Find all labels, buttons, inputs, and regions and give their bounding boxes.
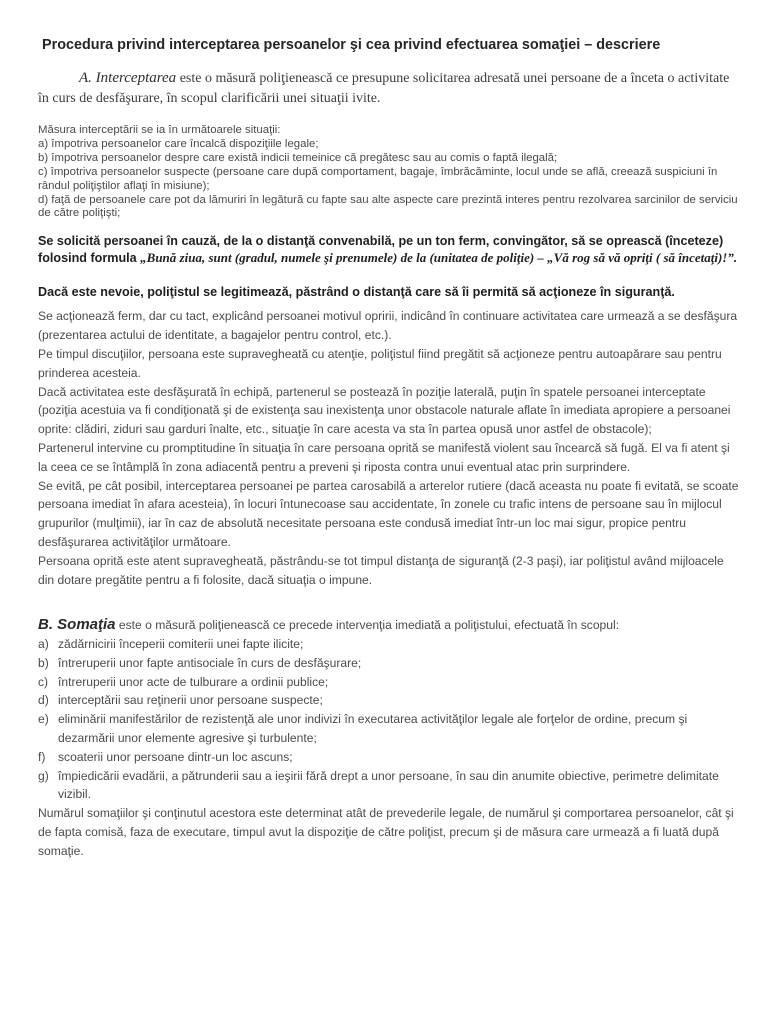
situation-item: c) împotriva persoanelor suspecte (persoane care după comportament, bagaje, îmbrăcăminte, locul unde se află, creează suspiciuni în rândul poliţiştilor aflaţi în misiune);: [38, 165, 718, 192]
body-paragraph: Partenerul intervine cu promptitudine în situaţia în care persoana oprită se manifestă violent sau încearcă să fugă. El va fi atent şi la ceea ce se întâmplă în zona adiacentă pentru a preveni şi riposta contra unui eventual atac prin surprindere.: [38, 440, 730, 474]
section-b: [38, 616, 741, 860]
list-item: [38, 654, 741, 673]
body-paragraph: Se acţionează ferm, dar cu tact, explicând persoanei motivul opririi, indicând în continuare activitatea care urmează a se desfăşura (prezentarea actului de identitate, a bagajelor pentru control, etc.).: [38, 309, 738, 343]
list-item: [38, 673, 741, 692]
situation-item: d) faţă de persoanele care pot da lămuriri în legătură cu fapte sau alte aspecte care prezintă interes pentru rezolvarea sarcinilor de serviciu de către poliţişti;: [38, 193, 738, 220]
formula-quote: „Bună ziua, sunt (gradul, numele şi prenumele) de la (unitatea de poliţie) – „Vă rog să vă opriţi ( să încetaţi)!”.: [140, 249, 738, 265]
formula-paragraph: [38, 234, 741, 266]
list-item: [38, 691, 741, 710]
list-letter: c): [38, 674, 49, 689]
list-letter: e): [38, 712, 49, 727]
legitimation-note: Dacă este nevoie, poliţistul se legitimează, păstrând o distanţă care să îi permită să acţioneze în siguranţă.: [38, 285, 675, 300]
body-paragraph: Pe timpul discuţiilor, persoana este supravegheată cu atenţie, poliţistul fiind pregătit să acţioneze pentru autoapărare sau pentru prinderea acesteia.: [38, 346, 722, 380]
formula-text: Se solicită persoanei în cauză, de la o distanţă convenabilă, pe un ton ferm, convingător, să se oprească (înceteze) folosind formula: [38, 234, 724, 265]
list-text: împiedicării evadării, a pătrunderii sau a ieşirii fără drept a unor persoane, în sau din anumite obiective, perimetre delimitate vizibil.: [58, 768, 719, 802]
section-b-intro: [38, 616, 741, 635]
list-text: zădărnicirii începerii comiterii unei fapte ilicite;: [58, 637, 304, 652]
list-text: interceptării sau reţinerii unor persoane suspecte;: [58, 693, 323, 708]
list-letter: g): [38, 768, 49, 783]
list-text: întreruperii unor fapte antisociale în curs de desfăşurare;: [58, 655, 362, 670]
supervision-paragraph: Persoana oprită este atent supravegheată, păstrându-se tot timpul distanţa de siguranţă (2-3 paşi), iar poliţistul având mijloacele din dotare pregătite pentru a fi folosite, dacă situaţia o impune.: [38, 553, 724, 587]
list-text: scoaterii unor persoane dintr-un loc ascuns;: [58, 749, 293, 764]
list-item: [38, 710, 741, 748]
list-item: [38, 767, 741, 805]
section-b-definition: este o măsură poliţienească ce precede intervenţia imediată a poliţistului, efectuată în scopul:: [115, 618, 620, 633]
body-paragraph: Dacă activitatea este desfăşurată în echipă, partenerul se postează în poziţie laterală, puţin în spatele persoanei interceptate (poziţia acestuia va fi condiţionată şi de existenţa sau inexistenţa unor obstacole naturale aflate în imediata apropiere a persoanei oprite: clădiri, ziduri sau garduri înalte, etc., situaţie în care acesta va sta în partea opusă unor astfel de obstacole);: [38, 384, 731, 437]
list-text: întreruperii unor acte de tulburare a ordinii publice;: [58, 674, 329, 689]
list-text: eliminării manifestărilor de rezistenţă ale unor indivizi în executarea activităţilor legale ale forţelor de ordine, precum şi dezarmării unor elemente agresive şi turbulente;: [58, 712, 688, 746]
procedure-body: [38, 307, 741, 589]
list-item: [38, 748, 741, 767]
document-title: Procedura privind interceptarea persoanelor şi cea privind efectuarea somaţiei – descriere: [42, 37, 661, 53]
section-a-intro: [38, 68, 741, 109]
body-paragraph: Se evită, pe cât posibil, interceptarea persoanei pe partea carosabilă a arterelor rutiere (dacă aceasta nu poate fi evitată, se scoate persoana imediat în afara acesteia), în locuri întunecoase sau accidentate, în zonele cu trafic intens de persoane sau în mijlocul grupurilor (mulţimii), iar în caz de absolută necesitate persoana este condusă imediat într-un loc mai sigur, propice pentru desfăşurarea activităţilor următoare.: [38, 478, 739, 549]
section-a-definition: este o măsură poliţienească ce presupune solicitarea adresată unei persoane de a înceta o activitate în curs de desfăşurare, în scopul clarificării unei situaţii ivite.: [38, 71, 730, 106]
list-letter: b): [38, 655, 49, 670]
section-a-label: A. Interceptarea: [79, 70, 177, 86]
list-letter: a): [38, 637, 49, 652]
situations-heading: Măsura interceptării se ia în următoarele situaţii:: [38, 124, 281, 136]
closing-paragraph: Numărul somaţiilor şi conţinutul acestora este determinat atât de prevederile legale, de numărul şi comportarea persoanelor, cât şi de fapta comisă, faza de executare, timpul avut la dispoziţie de către poliţist, precum şi de măsura care urmează a fi luată după somaţie.: [38, 806, 734, 858]
situation-item: b) împotriva persoanelor despre care există indicii temeinice că pregătesc sau au comis o faptă ilegală;: [38, 151, 558, 164]
list-letter: f): [38, 749, 46, 764]
situations-list: [38, 124, 741, 221]
situation-item: a) împotriva persoanelor care încalcă dispoziţiile legale;: [38, 137, 319, 150]
list-item: [38, 635, 741, 654]
list-letter: d): [38, 693, 49, 708]
section-b-label: B. Somaţia: [38, 616, 116, 634]
